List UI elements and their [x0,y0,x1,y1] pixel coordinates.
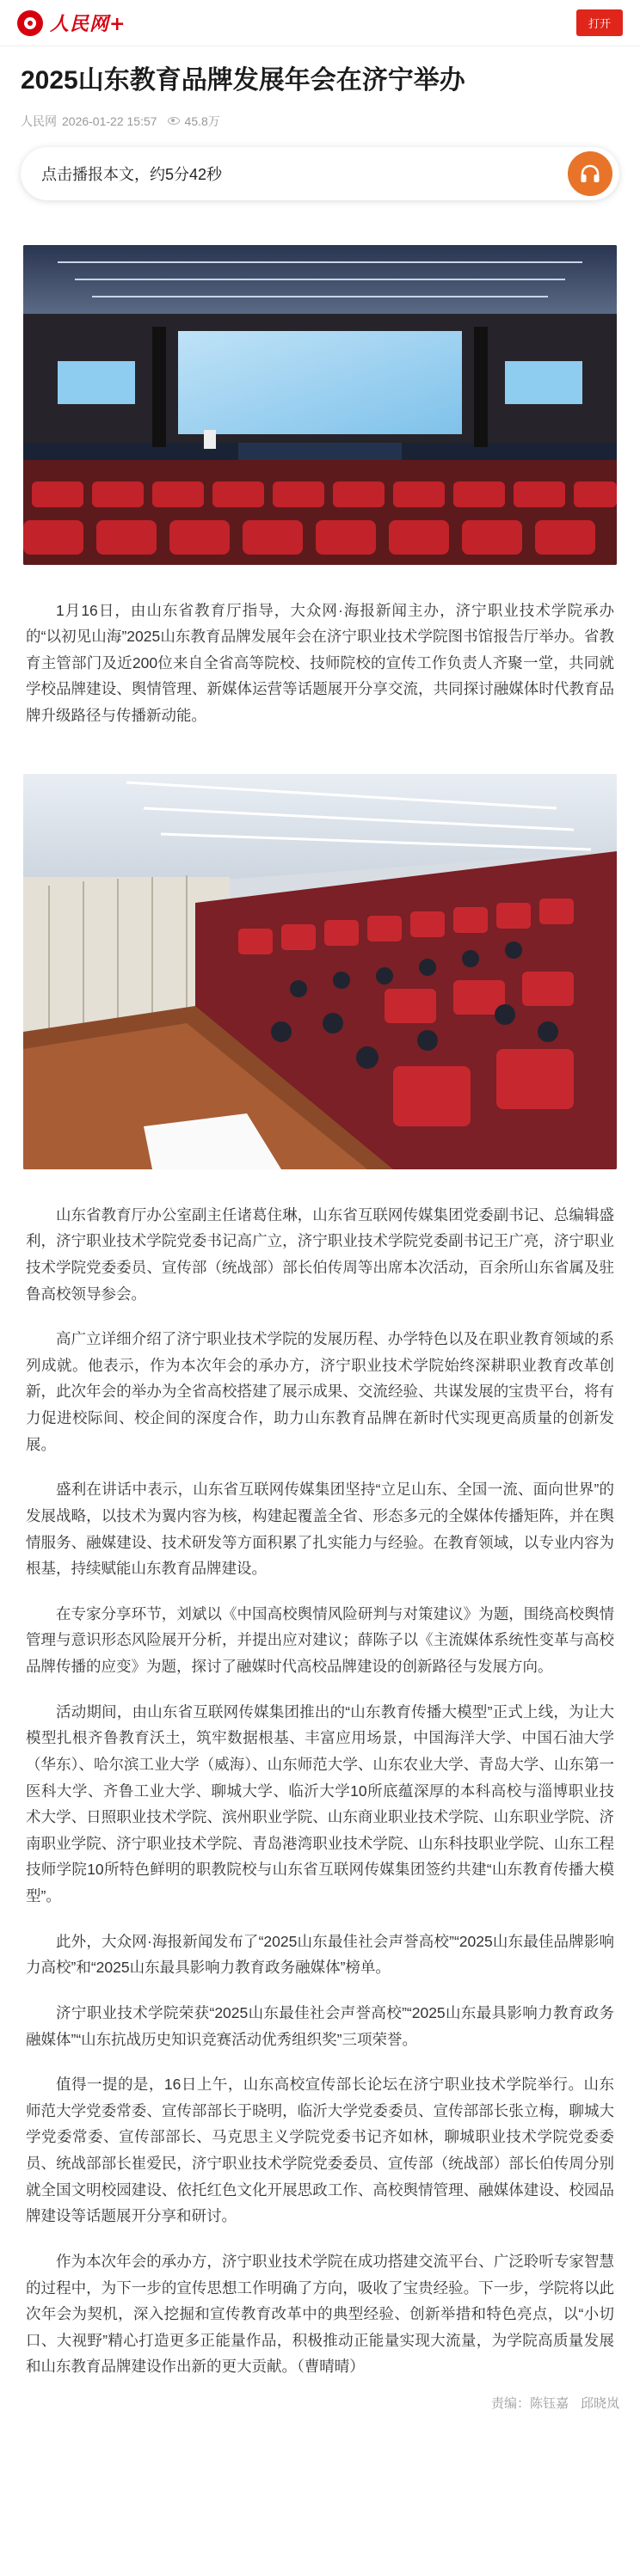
headphones-icon[interactable] [568,151,612,196]
article-source: 人民网 [21,113,57,128]
article-datetime: 2026-01-22 15:57 [62,113,157,128]
eye-icon [168,117,180,125]
paragraph: 济宁职业技术学院荣获“2025山东最佳社会声誉高校”“2025山东最具影响力教育政务融媒体”“山东抗战历史知识竞赛活动优秀组织奖”三项荣誉。 [26,2003,614,2048]
article-meta [0,99,640,130]
paragraph: 作为本次年会的承办方，济宁职业技术学院在成功搭建交流平台、广泛聆听专家智慧的过程中，为下一步的宣传思想工作明确了方向，吸收了宝贵经验。下一步，学院将以此次年会为契机，深入挖掘和宣传教育改革中的典型经验、创新举措和特色亮点，以“小切口、大视野”精心打造更多正能量作品，积极推动正能量实现大流量，为学院高质量发展和山东教育品牌建设作出新的更大贡献。（曹晴晴） [26,2252,614,2376]
top-bar [0,0,640,46]
paragraph: 此外，大众网·海报新闻发布了“2025山东最佳社会声誉高校”“2025山东最佳品牌影响力高校”和“2025山东最具影响力教育政务融媒体”榜单。 [26,1932,614,1977]
logo-icon [17,10,43,36]
reviewer-name: 邱晓岚 [580,2396,619,2411]
paragraph: 山东省教育厅办公室副主任诸葛住琳，山东省互联网传媒集团党委副书记、总编辑盛利，济宁职业技术学院党委书记高广立，济宁职业技术学院党委副书记王广亮，济宁职业技术学院党委委员、宣传部（统战部）部长伯传周等出席本次活动，百余所山东省属及驻鲁高校领导参会。 [26,1205,614,1303]
paragraph: 1月16日，由山东省教育厅指导，大众网·海报新闻主办，济宁职业技术学院承办的“以初见山海”2025山东教育品牌发展年会在济宁职业技术学院图书馆报告厅举办。省教育主管部门及近200位来自全省高等院校、技师院校的宣传工作负责人齐聚一堂，共同就学校品牌建设、舆情管理、新媒体运营等话题展开分享交流，共同探讨融媒体时代教育品牌升级路径与传播新动能。 [26,601,614,724]
paragraph: 高广立详细介绍了济宁职业技术学院的发展历程、办学特色以及在职业教育领域的系列成就。他表示，作为本次年会的承办方，济宁职业技术学院始终深耕职业教育改革创新，此次年会的举办为全省高校搭建了展示成果、交流经验、共谋发展的宝贵平台，将有力促进校际间、校企间的深度合作，助力山东教育品牌在新时代实现更高质量的创新发展。 [26,1330,614,1453]
editor-credit [0,2380,640,2412]
auditorium-audience-photo [23,774,617,1169]
audio-player[interactable] [21,147,619,200]
open-app-button[interactable]: 打开 [576,9,623,36]
view-count: 45.8万 [184,113,220,128]
paragraph: 盛利在讲话中表示，山东省互联网传媒集团坚持“立足山东、全国一流、面向世界”的发展战略，以技术为翼内容为核，构建起覆盖全省、形态多元的全媒体传播矩阵，并在舆情服务、融媒建设、技术研发等方面积累了扎实能力与经验。在教育领域，以专业内容为根基，持续赋能山东教育品牌建设。 [26,1481,614,1578]
logo-text: 人民网+ [50,13,126,35]
paragraph: 活动期间，由山东省互联网传媒集团推出的“山东教育传播大模型”正式上线，为让大模型扎根齐鲁教育沃土，筑牢数据根基、丰富应用场景，中国海洋大学、中国石油大学（华东）、哈尔滨工业大学（威海）、山东师范大学、山东农业大学、青岛大学、山东第一医科大学、齐鲁工业大学、聊城大学、临沂大学10所底蕴深厚的本科高校与淄博职业技术大学、日照职业技术学院、滨州职业学院、山东商业职业技术学院、山东职业学院、济南职业学院、济宁职业技术学院、青岛港湾职业技术学院、山东科技职业学院、山东工程技师学院10所特色鲜明的职教院校与山东省互联网传媒集团签约共建“山东教育传播大模型”。 [26,1702,614,1904]
editor-name: 责编：陈钰嘉 [490,2396,569,2411]
article-title: 2025山东教育品牌发展年会在济宁举办 [21,66,465,95]
paragraph: 在专家分享环节，刘斌以《中国高校舆情风险研判与对策建议》为题，围绕高校舆情管理与意识形态风险展开分析，并提出应对建议；薛陈子以《主流媒体系统性变革与高校品牌传播的应变》为题，探讨了融媒时代高校品牌建设的创新路径与发展方向。 [26,1604,614,1675]
paragraph: 值得一提的是，16日上午，山东高校宣传部长论坛在济宁职业技术学院举行。山东师范大学党委常委、宣传部部长于晓明，临沂大学党委委员、宣传部部长张立梅，聊城大学党委常委、宣传部部长、马克思主义学院党委书记齐如林，聊城职业技术学院党委委员、统战部部长崔爱民，济宁职业技术学院党委委员、宣传部（统战部）部长伯传周分别就全国文明校园建设、依托红色文化开展思政工作、高校舆情管理、融媒体建设、校园品牌建设等话题展开分享和研讨。 [26,2076,614,2225]
audio-label: 点击播报本文，约5分42秒 [41,165,223,183]
conference-stage-photo [23,245,617,565]
app-logo[interactable] [17,9,126,36]
